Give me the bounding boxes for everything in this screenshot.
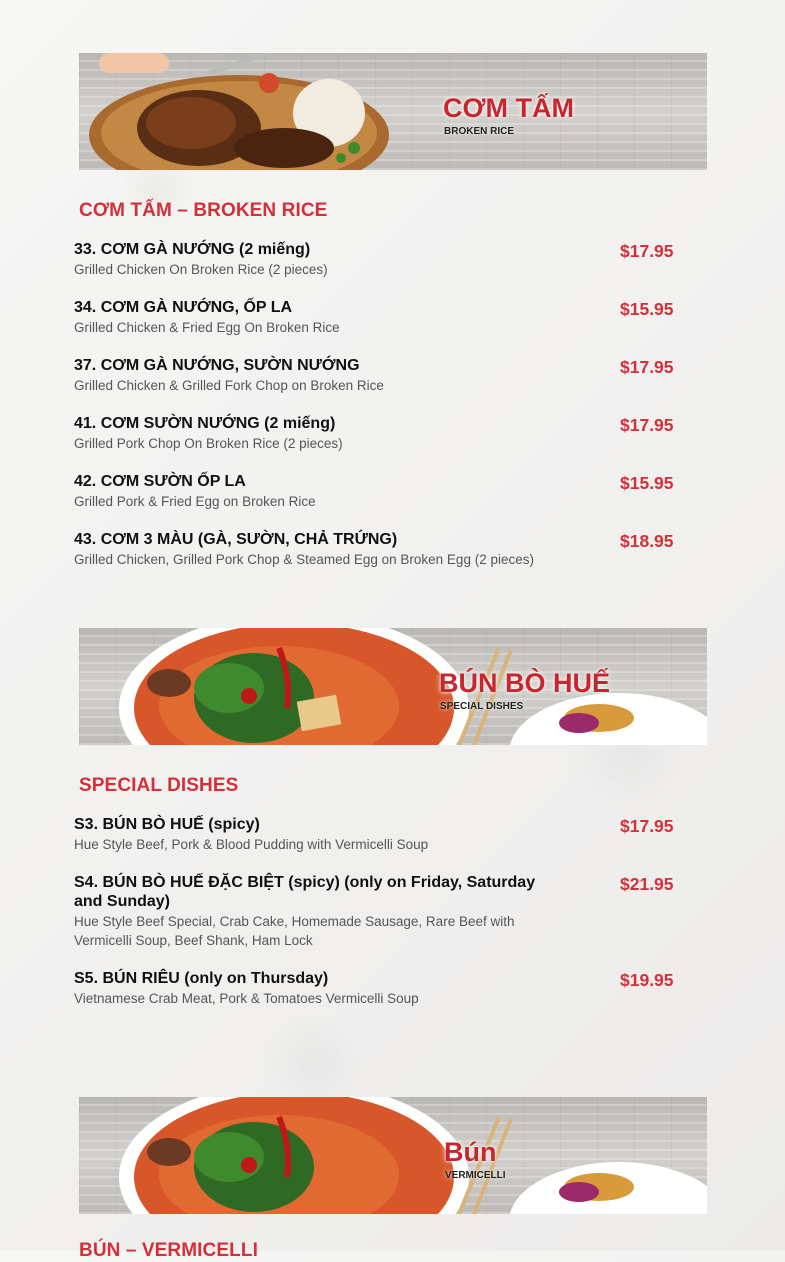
banner-title: Bún <box>444 1137 497 1167</box>
banner-subtitle: BROKEN RICE <box>444 126 515 137</box>
section-heading-broken-rice: CƠM TẤM – BROKEN RICE <box>79 200 328 221</box>
menu-item <box>74 240 694 279</box>
item-description: Vietnamese Crab Meat, Pork & Tomatoes Vermicelli Soup <box>74 991 419 1006</box>
item-price: $17.95 <box>620 816 674 836</box>
item-description: Grilled Chicken On Broken Rice (2 pieces) <box>74 262 328 277</box>
item-price: $17.95 <box>620 415 674 435</box>
item-name: 42. CƠM SƯỜN ỐP LA <box>74 473 246 490</box>
item-name: S5. BÚN RIÊU (only on Thursday) <box>74 970 329 987</box>
item-description: Hue Style Beef Special, Crab Cake, Homemade Sausage, Rare Beef with Vermicelli Soup, Beef Shank, Ham Lock <box>74 914 515 948</box>
item-name: 34. CƠM GÀ NƯỚNG, ỐP LA <box>74 299 293 316</box>
item-price: $19.95 <box>620 970 674 990</box>
item-name: 33. CƠM GÀ NƯỚNG (2 miếng) <box>74 241 311 258</box>
menu-item <box>74 969 694 1008</box>
item-name: 37. CƠM GÀ NƯỚNG, SƯỜN NƯỚNG <box>74 357 360 374</box>
vermicelli-bowl-illustration <box>79 1097 707 1214</box>
item-description: Grilled Pork & Fried Egg on Broken Rice <box>74 494 316 509</box>
menu-item <box>74 298 694 337</box>
item-name: 41. CƠM SƯỜN NƯỚNG (2 miếng) <box>74 415 336 432</box>
item-name: 43. CƠM 3 MÀU (GÀ, SƯỜN, CHẢ TRỨNG) <box>74 531 398 548</box>
banner-title: BÚN BÒ HUẾ <box>439 668 611 698</box>
menu-item <box>74 356 694 395</box>
item-name: S3. BÚN BÒ HUẾ (spicy) <box>74 816 260 833</box>
item-name: S4. BÚN BÒ HUẾ ĐẶC BIỆT (spicy) (only on Friday, Saturday and Sunday) <box>74 874 536 910</box>
item-description: Grilled Pork Chop On Broken Rice (2 pieces) <box>74 436 343 451</box>
banner-title: CƠM TẤM <box>443 93 575 123</box>
menu-item <box>74 815 694 854</box>
item-price: $21.95 <box>620 874 674 894</box>
item-price: $17.95 <box>620 357 674 377</box>
soup-bowl-illustration <box>79 628 707 745</box>
menu-item <box>74 873 694 950</box>
item-description: Grilled Chicken & Grilled Fork Chop on Broken Rice <box>74 378 384 393</box>
banner-subtitle: VERMICELLI <box>445 1170 506 1181</box>
banner-vermicelli <box>79 1097 707 1214</box>
menu-item <box>74 414 694 453</box>
banner-bun-bo-hue <box>79 628 707 745</box>
item-description: Grilled Chicken, Grilled Pork Chop & Steamed Egg on Broken Egg (2 pieces) <box>74 552 534 567</box>
item-price: $15.95 <box>620 473 674 493</box>
item-description: Grilled Chicken & Fried Egg On Broken Rice <box>74 320 340 335</box>
banner-broken-rice <box>79 53 707 170</box>
item-description: Hue Style Beef, Pork & Blood Pudding with Vermicelli Soup <box>74 837 429 852</box>
item-price: $18.95 <box>620 531 674 551</box>
menu-item <box>74 472 694 511</box>
item-price: $17.95 <box>620 241 674 261</box>
banner-subtitle: SPECIAL DISHES <box>440 701 524 712</box>
section-heading-vermicelli: BÚN – VERMICELLI <box>79 1240 258 1261</box>
menu-item <box>74 530 694 569</box>
broken-rice-plate-illustration <box>79 53 707 170</box>
section-heading-special-dishes: SPECIAL DISHES <box>79 775 239 796</box>
item-price: $15.95 <box>620 299 674 319</box>
